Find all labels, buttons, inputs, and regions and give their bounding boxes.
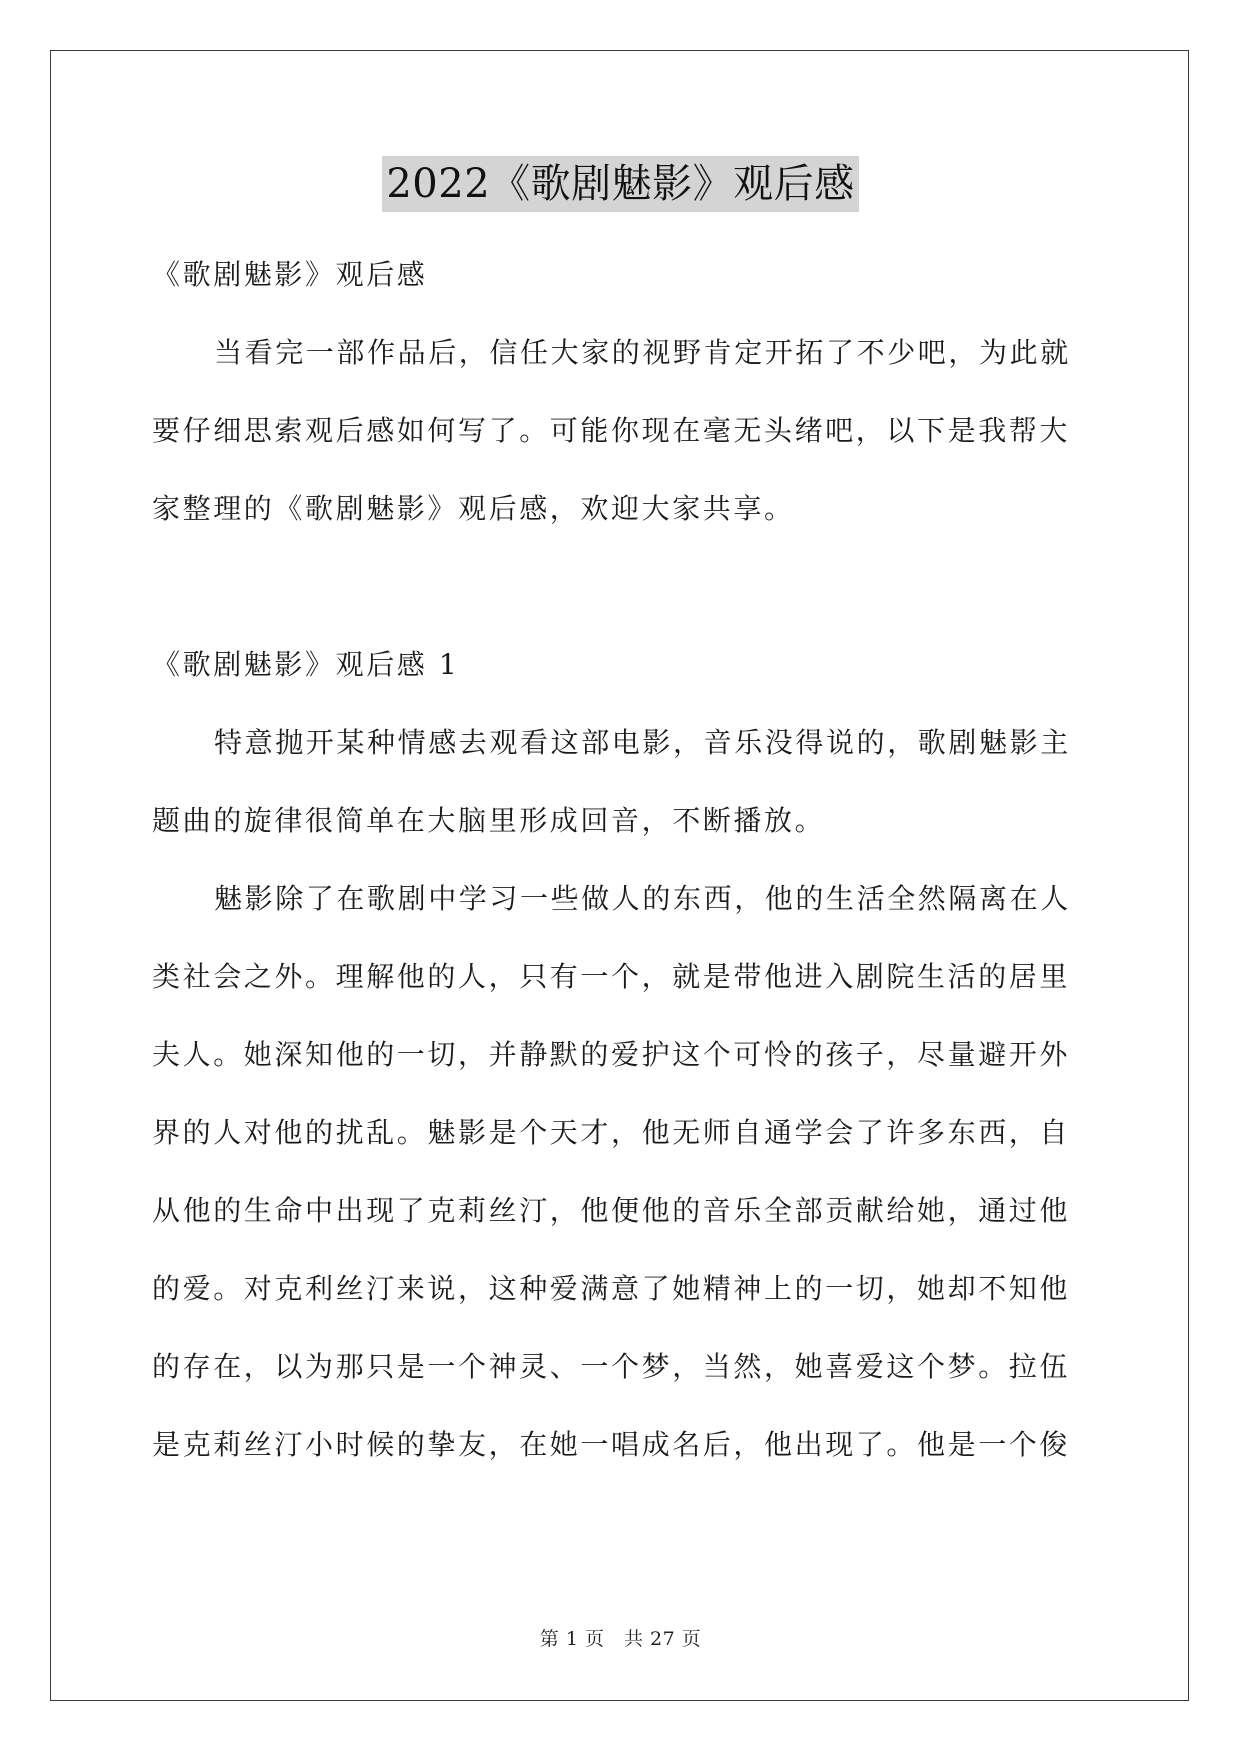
body-paragraph-1: 特意抛开某种情感去观看这部电影，音乐没得说的，歌剧魅影主题曲的旋律很简单在大脑里形成回音，不断播放。	[152, 726, 1071, 837]
section-heading: 《歌剧魅影》观后感 1	[152, 648, 460, 681]
subtitle: 《歌剧魅影》观后感	[152, 258, 428, 291]
title-container	[0, 156, 1241, 212]
document-title: 2022《歌剧魅影》观后感	[382, 156, 858, 212]
document-body	[152, 236, 1090, 1484]
body-paragraph-2: 魅影除了在歌剧中学习一些做人的东西，他的生活全然隔离在人类社会之外。理解他的人，只有一个，就是带他进入剧院生活的居里夫人。她深知他的一切，并静默的爱护这个可怜的孩子，尽量避开外界的人对他的扰乱。魅影是个天才，他无师自通学会了许多东西，自从他的生命中出现了克莉丝汀，他便他的音乐全部贡献给她，通过他的爱。对克利丝汀来说，这种爱满意了她精神上的一切，她却不知他的存在，以为那只是一个神灵、一个梦，当然，她喜爱这个梦。拉伍是克莉丝汀小时候的挚友，在她一唱成名后，他出现了。他是一个俊	[152, 882, 1071, 1461]
section-spacer	[152, 548, 1090, 626]
intro-paragraph: 当看完一部作品后，信任大家的视野肯定开拓了不少吧，为此就要仔细思索观后感如何写了。可能你现在毫无头绪吧，以下是我帮大家整理的《歌剧魅影》观后感，欢迎大家共享。	[152, 336, 1071, 525]
page-footer: 第 1 页 共 27 页	[539, 1628, 702, 1650]
